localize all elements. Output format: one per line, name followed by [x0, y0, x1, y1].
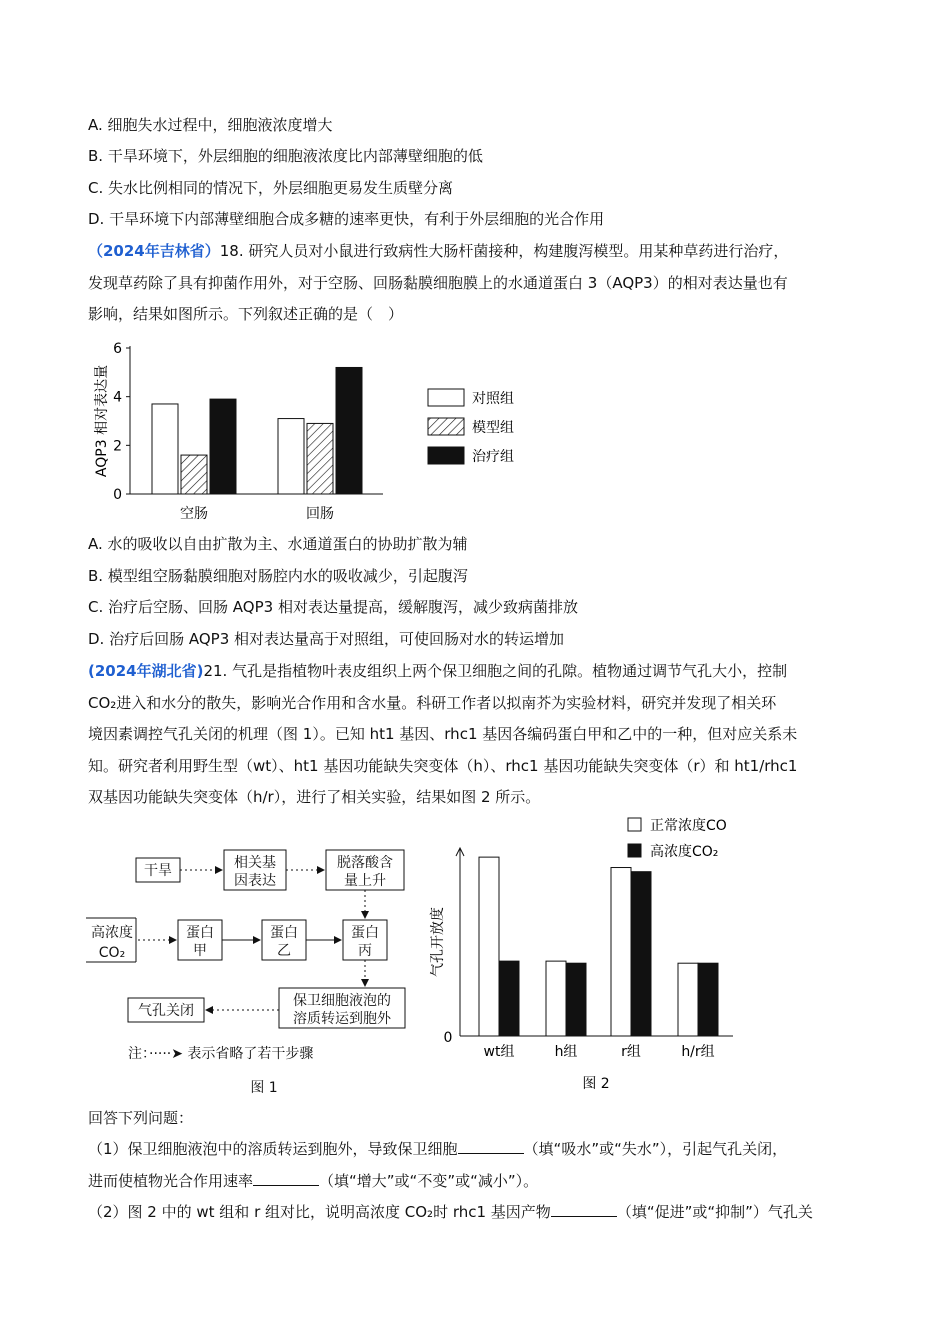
aba-label-2: 量上升: [344, 873, 386, 889]
bar-正常浓度CO-h组: [546, 961, 566, 1036]
bar-模型组-空肠: [181, 455, 207, 494]
legend-swatch-1: [628, 844, 641, 857]
bar-高浓度CO₂-h/r组: [698, 963, 718, 1036]
gene-expression-label-1: 相关基: [234, 855, 276, 871]
bar-高浓度CO₂-r组: [631, 872, 651, 1036]
q21-stem-line4: 知。研究者利用野生型（wt）、ht1 基因功能缺失突变体（h）、rhc1 基因功能缺失突变体（r）和 ht1/rhc1: [88, 757, 798, 775]
bar-治疗组-空肠: [210, 399, 236, 494]
bar-高浓度CO₂-h组: [566, 963, 586, 1036]
followup-q1-line1: （1）保卫细胞液泡中的溶质转运到胞外，导致保卫细胞 （填“吸水”或“失水”），引起气孔关闭，: [88, 1140, 788, 1158]
bar-对照组-空肠: [152, 404, 178, 494]
figure-2-caption: 图 2: [582, 1076, 610, 1092]
high-co2-label-1: 高浓度: [91, 925, 133, 941]
bar-治疗组-回肠: [336, 367, 362, 494]
x-category-label: h组: [554, 1044, 578, 1060]
q21-stem-line5: 双基因功能缺失突变体（h/r），进行了相关实验，结果如图 2 所示。: [88, 788, 541, 806]
high-co2-label-2: CO₂: [98, 945, 126, 961]
prev-option-d: D. 干旱环境下内部薄壁细胞合成多糖的速率更快，有利于外层细胞的光合作用: [88, 210, 605, 228]
x-category-label: r组: [621, 1044, 641, 1060]
legend-swatch-治疗组: [428, 447, 464, 464]
figure-1-diagram: [86, 820, 426, 1100]
q18-stem-line2: 发现草药除了具有抑菌作用外，对于空肠、回肠黏膜细胞膜上的水通道蛋白 3（AQP3）的相对表达量也有: [88, 274, 788, 292]
answer-blank-3[interactable]: [551, 1202, 617, 1217]
y-tick-label: 0: [443, 1030, 453, 1046]
y-tick-label: 2: [113, 438, 122, 455]
stomata-chart: [428, 812, 746, 1100]
protein-b-label-1: 蛋白: [270, 925, 298, 941]
drought-label: 干旱: [144, 863, 172, 879]
answer-blank-2[interactable]: [253, 1171, 319, 1186]
answer-blank-1[interactable]: [458, 1139, 524, 1154]
legend-swatch-模型组: [428, 418, 464, 435]
q18-stem-line1: （2024年吉林省）18. 研究人员对小鼠进行致病性大肠杆菌接种，构建腹泻模型。用某种草药进行治疗，: [88, 242, 789, 260]
q21-stem-line3: 境因素调控气孔关闭的机理（图 1）。已知 ht1 基因、rhc1 基因各编码蛋白甲和乙中的一种，但对应关系未: [88, 725, 798, 743]
protein-c-label-2: 丙: [358, 943, 372, 959]
legend-label-0: 正常浓度CO: [650, 818, 727, 834]
x-category-label: 回肠: [306, 506, 334, 522]
figure-1-caption: 图 1: [250, 1080, 278, 1096]
protein-c-label-1: 蛋白: [351, 925, 379, 941]
q18-option-b: B. 模型组空肠黏膜细胞对肠腔内水的吸收减少，引起腹泻: [88, 567, 468, 585]
legend-label-模型组: 模型组: [472, 420, 514, 436]
bar-正常浓度CO-r组: [611, 868, 631, 1036]
x-category-label: 空肠: [180, 506, 208, 522]
y-tick-label: 0: [113, 487, 122, 503]
prev-option-c: C. 失水比例相同的情况下，外层细胞更易发生质壁分离: [88, 179, 454, 197]
followup-intro: 回答下列问题：: [88, 1109, 194, 1127]
legend-label-对照组: 对照组: [472, 391, 514, 407]
legend-label-治疗组: 治疗组: [472, 449, 514, 465]
q18-option-d: D. 治疗后回肠 AQP3 相对表达量高于对照组，可使回肠对水的转运增加: [88, 630, 565, 648]
q18-stem-line3: 影响，结果如图所示。下列叙述正确的是（ ）: [88, 305, 404, 323]
bar-正常浓度CO-h/r组: [678, 963, 698, 1036]
prev-option-b: B. 干旱环境下，外层细胞的细胞液浓度比内部薄壁细胞的低: [88, 147, 483, 165]
bar-对照组-回肠: [278, 419, 304, 494]
followup-q2-line1: （2）图 2 中的 wt 组和 r 组对比，说明高浓度 CO₂时 rhc1 基因产物 （填“促进”或“抑制”）气孔关: [88, 1203, 813, 1221]
y-tick-label: 4: [113, 389, 122, 406]
legend-label-1: 高浓度CO₂: [650, 844, 719, 860]
transport-label-2: 溶质转运到胞外: [293, 1011, 391, 1027]
q21-stem-line1: (2024年湖北省)21. 气孔是指植物叶表皮组织上两个保卫细胞之间的孔隙。植物通过调节气孔大小，控制: [88, 662, 788, 680]
q18-option-c: C. 治疗后空肠、回肠 AQP3 相对表达量提高，缓解腹泻，减少致病菌排放: [88, 598, 578, 616]
protein-a-label-1: 蛋白: [186, 925, 214, 941]
diagram-note: 注：·····➤ 表示省略了若干步骤: [128, 1046, 314, 1062]
protein-b-label-2: 乙: [277, 943, 291, 959]
x-category-label: wt组: [483, 1044, 515, 1060]
protein-a-label-2: 甲: [193, 943, 207, 959]
legend-swatch-0: [628, 818, 641, 831]
y-axis-label: 气孔开放度: [430, 907, 446, 977]
legend-swatch-对照组: [428, 389, 464, 406]
followup-q1-line2: 进而使植物光合作用速率 （填“增大”或“不变”或“减小”）。: [88, 1172, 539, 1190]
prev-option-a: A. 细胞失水过程中，细胞液浓度增大: [88, 116, 333, 134]
gene-expression-label-2: 因表达: [234, 873, 276, 889]
q18-option-a: A. 水的吸收以自由扩散为主、水通道蛋白的协助扩散为辅: [88, 535, 468, 553]
transport-label-1: 保卫细胞液泡的: [293, 993, 391, 1009]
aqp3-chart: [88, 336, 548, 526]
q21-stem-line2: CO₂进入和水分的散失，影响光合作用和含水量。科研工作者以拟南芥为实验材料，研究并发现了相关环: [88, 694, 777, 712]
y-axis-label: AQP3 相对表达量: [94, 364, 110, 478]
aba-label-1: 脱落酸含: [337, 855, 393, 871]
bar-高浓度CO₂-wt组: [499, 961, 519, 1036]
x-category-label: h/r组: [681, 1044, 715, 1060]
stomata-closing-label: 气孔关闭: [138, 1003, 194, 1019]
bar-正常浓度CO-wt组: [479, 857, 499, 1036]
q18-source: （2024年吉林省）: [88, 242, 220, 260]
q21-source: (2024年湖北省): [88, 662, 204, 680]
y-tick-label: 6: [113, 341, 122, 357]
bar-模型组-回肠: [307, 423, 333, 494]
